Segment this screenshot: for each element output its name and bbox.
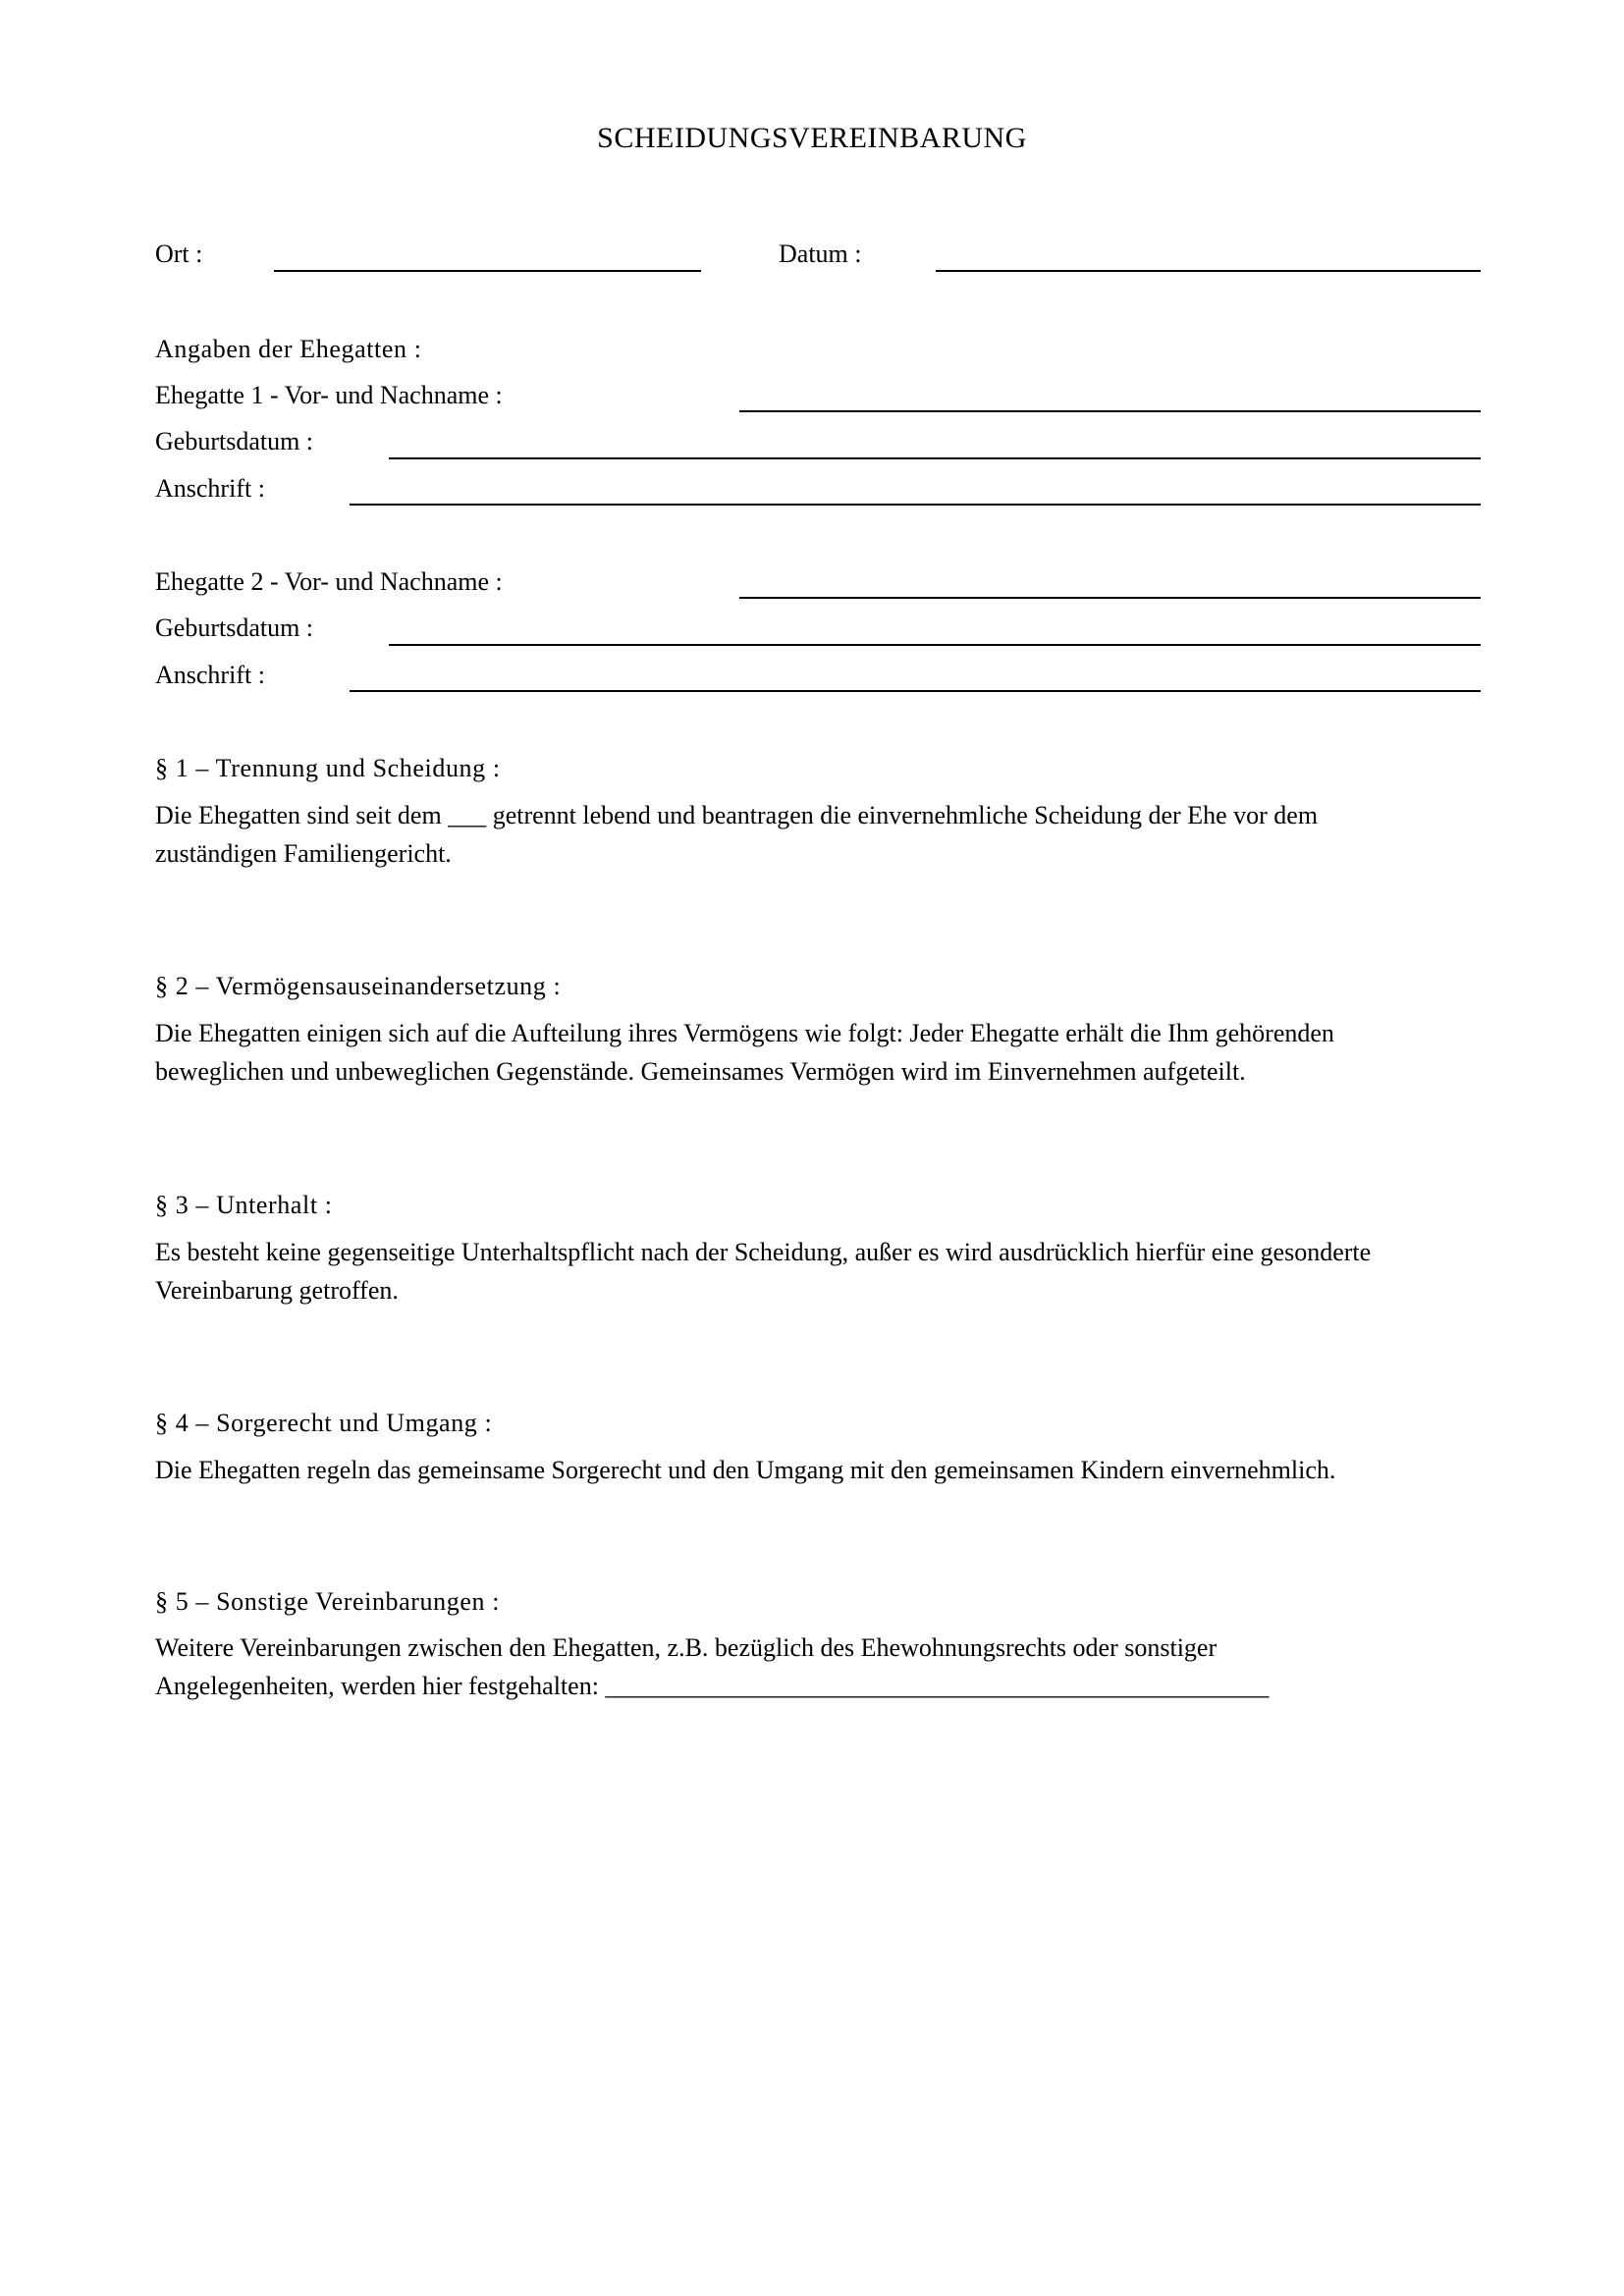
document-title: SCHEIDUNGSVEREINBARUNG bbox=[597, 122, 1027, 154]
section-3-line-2: Vereinbarung getroffen. bbox=[155, 1276, 399, 1305]
section-1-line-2: zuständigen Familiengericht. bbox=[155, 839, 452, 868]
section-3-heading: § 3 – Unterhalt : bbox=[155, 1191, 333, 1219]
spouse1-birth-label: Geburtsdatum : bbox=[155, 427, 314, 455]
spouse1-birth-field[interactable] bbox=[389, 457, 1481, 459]
section-4-line-1: Die Ehegatten regeln das gemeinsame Sorgerecht und den Umgang mit den gemeinsamen Kindern einvernehmlich. bbox=[155, 1456, 1336, 1484]
section-5-heading: § 5 – Sonstige Vereinbarungen : bbox=[155, 1587, 501, 1616]
spouse2-name-field[interactable] bbox=[739, 597, 1481, 599]
spouse1-address-label: Anschrift : bbox=[155, 474, 265, 503]
section-5-line-2[interactable]: Angelegenheiten, werden hier festgehalten: ____________________________________________________ bbox=[155, 1672, 1270, 1700]
datum-field[interactable] bbox=[936, 270, 1481, 272]
section-2-heading: § 2 – Vermögensauseinandersetzung : bbox=[155, 972, 562, 1000]
datum-label: Datum : bbox=[779, 240, 862, 268]
ort-label: Ort : bbox=[155, 240, 203, 268]
spouse2-address-label: Anschrift : bbox=[155, 661, 265, 689]
spouse2-birth-field[interactable] bbox=[389, 644, 1481, 646]
section-2-line-2: beweglichen und unbeweglichen Gegenstände. Gemeinsames Vermögen wird im Einvernehmen aufgeteilt. bbox=[155, 1057, 1246, 1086]
spouses-heading: Angaben der Ehegatten : bbox=[155, 335, 422, 363]
section-5-line-1: Weitere Vereinbarungen zwischen den Ehegatten, z.B. bezüglich des Ehewohnungsrechts oder sonstiger bbox=[155, 1633, 1218, 1662]
section-2-text bbox=[155, 1014, 1490, 1091]
section-3-text bbox=[155, 1233, 1490, 1309]
section-3-line-1: Es besteht keine gegenseitige Unterhaltspflicht nach der Scheidung, außer es wird ausdrücklich hierfür eine gesonderte bbox=[155, 1238, 1372, 1266]
section-4-heading: § 4 – Sorgerecht und Umgang : bbox=[155, 1409, 493, 1437]
spouse1-name-field[interactable] bbox=[739, 410, 1481, 412]
spouse1-address-field[interactable] bbox=[350, 504, 1481, 506]
section-1-line-1: Die Ehegatten sind seit dem ___ getrennt lebend und beantragen die einvernehmliche Scheidung der Ehe vor dem bbox=[155, 801, 1319, 829]
spouse1-name-label: Ehegatte 1 - Vor- und Nachname : bbox=[155, 381, 503, 409]
section-1-heading: § 1 – Trennung und Scheidung : bbox=[155, 754, 501, 782]
spouse2-name-label: Ehegatte 2 - Vor- und Nachname : bbox=[155, 567, 503, 596]
spouse2-birth-label: Geburtsdatum : bbox=[155, 614, 314, 642]
section-4-text bbox=[155, 1451, 1490, 1489]
section-1-text bbox=[155, 796, 1490, 873]
ort-field[interactable] bbox=[274, 270, 701, 272]
section-5-text bbox=[155, 1629, 1490, 1705]
section-2-line-1: Die Ehegatten einigen sich auf die Aufteilung ihres Vermögens wie folgt: Jeder Ehegatte erhält die Ihm gehörenden bbox=[155, 1019, 1334, 1047]
spouse2-address-field[interactable] bbox=[350, 690, 1481, 692]
